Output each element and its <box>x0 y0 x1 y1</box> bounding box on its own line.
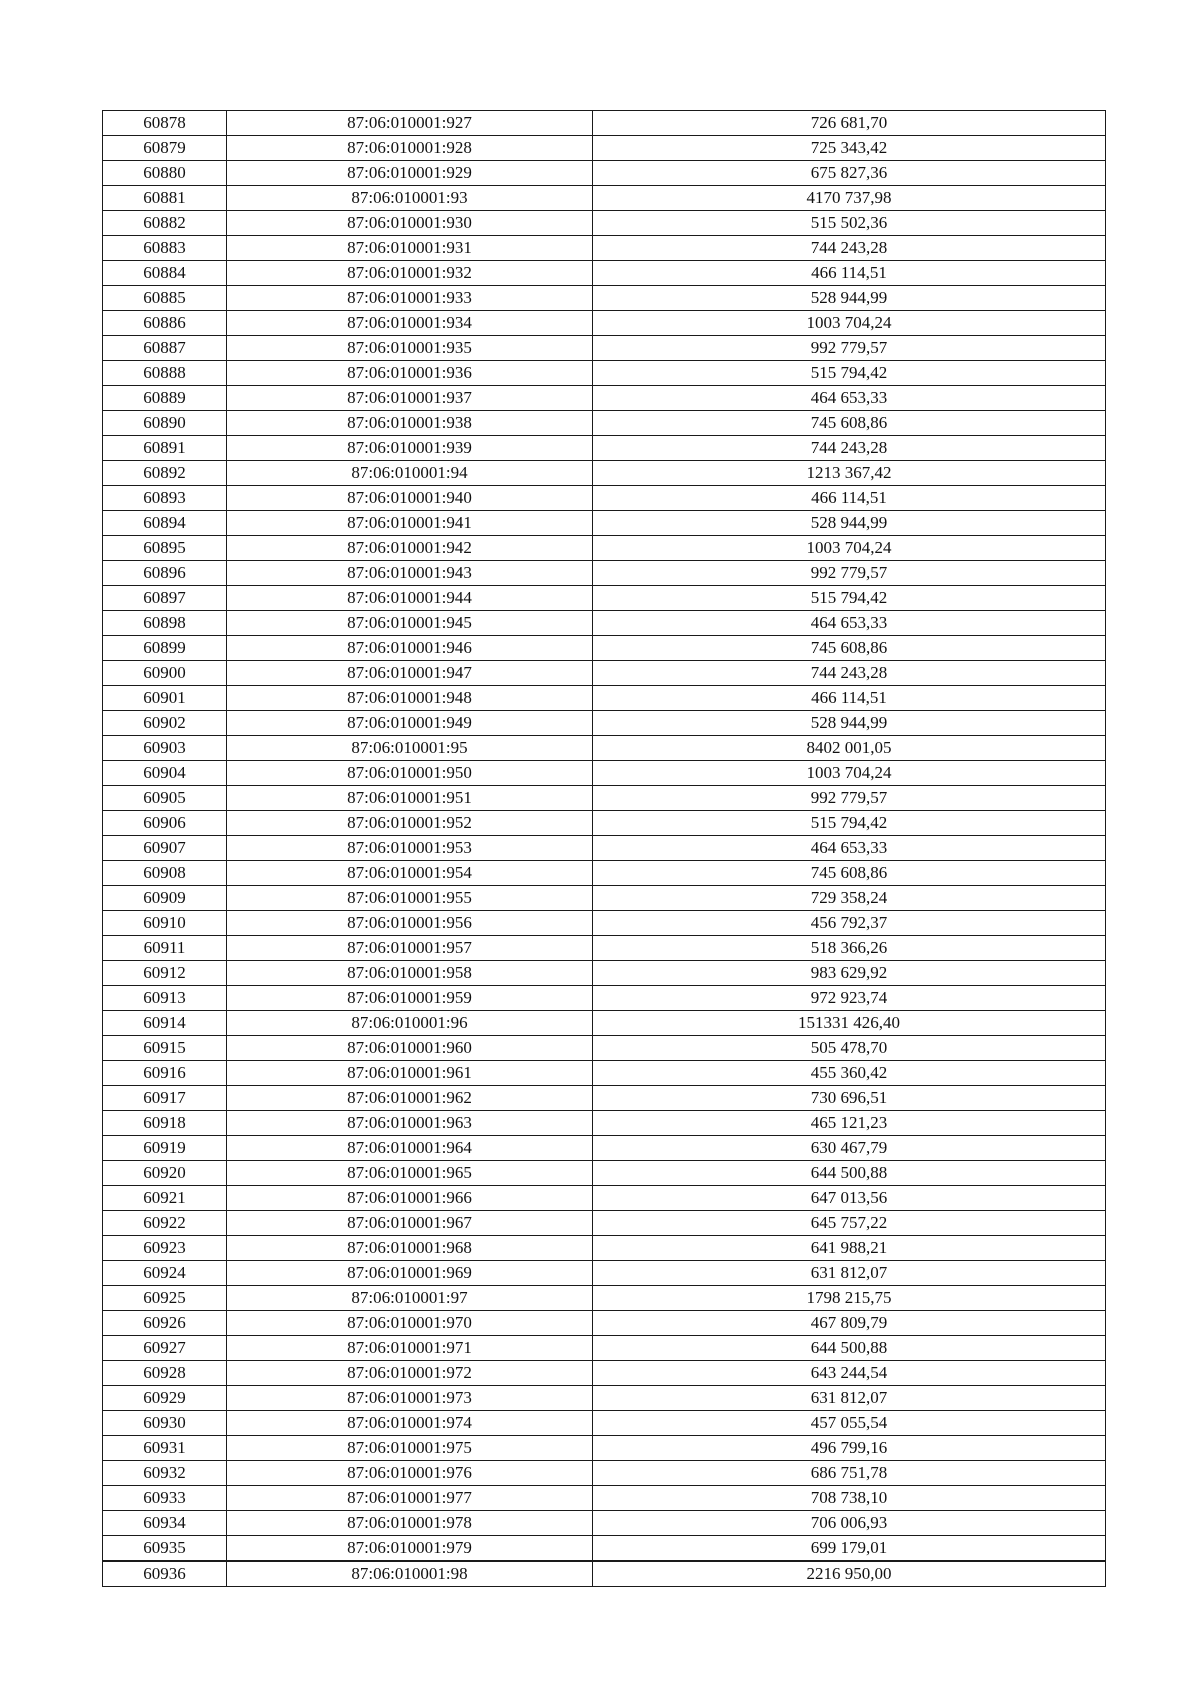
cadastral-number-cell: 87:06:010001:951 <box>227 786 593 811</box>
cadastral-value-cell: 465 121,23 <box>593 1111 1106 1136</box>
cadastral-value-cell: 464 653,33 <box>593 611 1106 636</box>
cadastral-value-cell: 744 243,28 <box>593 661 1106 686</box>
cadastral-number-cell: 87:06:010001:97 <box>227 1286 593 1311</box>
cadastral-number-cell: 87:06:010001:95 <box>227 736 593 761</box>
cadastral-value-cell: 518 366,26 <box>593 936 1106 961</box>
row-number-cell: 60903 <box>103 736 227 761</box>
table-row <box>103 486 1106 511</box>
table-row <box>103 811 1106 836</box>
row-number-cell: 60908 <box>103 861 227 886</box>
row-number-cell: 60935 <box>103 1536 227 1562</box>
row-number-cell: 60910 <box>103 911 227 936</box>
cadastral-number-cell: 87:06:010001:958 <box>227 961 593 986</box>
table-row <box>103 786 1106 811</box>
table-row <box>103 1211 1106 1236</box>
cadastral-number-cell: 87:06:010001:961 <box>227 1061 593 1086</box>
cadastral-number-cell: 87:06:010001:963 <box>227 1111 593 1136</box>
row-number-cell: 60881 <box>103 186 227 211</box>
table-row <box>103 286 1106 311</box>
cadastral-number-cell: 87:06:010001:936 <box>227 361 593 386</box>
row-number-cell: 60924 <box>103 1261 227 1286</box>
cadastral-number-cell: 87:06:010001:96 <box>227 1011 593 1036</box>
cadastral-value-cell: 1003 704,24 <box>593 761 1106 786</box>
table-row <box>103 136 1106 161</box>
row-number-cell: 60929 <box>103 1386 227 1411</box>
row-number-cell: 60880 <box>103 161 227 186</box>
row-number-cell: 60936 <box>103 1561 227 1587</box>
cadastral-value-cell: 496 799,16 <box>593 1436 1106 1461</box>
cadastral-value-cell: 745 608,86 <box>593 411 1106 436</box>
cadastral-value-cell: 686 751,78 <box>593 1461 1106 1486</box>
table-row <box>103 536 1106 561</box>
row-number-cell: 60917 <box>103 1086 227 1111</box>
row-number-cell: 60878 <box>103 111 227 136</box>
row-number-cell: 60898 <box>103 611 227 636</box>
cadastral-value-cell: 983 629,92 <box>593 961 1106 986</box>
row-number-cell: 60889 <box>103 386 227 411</box>
cadastral-value-cell: 151331 426,40 <box>593 1011 1106 1036</box>
row-number-cell: 60909 <box>103 886 227 911</box>
cadastral-value-cell: 515 794,42 <box>593 811 1106 836</box>
row-number-cell: 60919 <box>103 1136 227 1161</box>
table-row <box>103 1061 1106 1086</box>
table-row <box>103 311 1106 336</box>
cadastral-value-cell: 505 478,70 <box>593 1036 1106 1061</box>
cadastral-value-cell: 972 923,74 <box>593 986 1106 1011</box>
table-row <box>103 886 1106 911</box>
table-row <box>103 1361 1106 1386</box>
table-row <box>103 211 1106 236</box>
cadastral-number-cell: 87:06:010001:973 <box>227 1386 593 1411</box>
cadastral-number-cell: 87:06:010001:956 <box>227 911 593 936</box>
cadastral-number-cell: 87:06:010001:944 <box>227 586 593 611</box>
row-number-cell: 60922 <box>103 1211 227 1236</box>
row-number-cell: 60888 <box>103 361 227 386</box>
table-row <box>103 611 1106 636</box>
cadastral-number-cell: 87:06:010001:954 <box>227 861 593 886</box>
row-number-cell: 60901 <box>103 686 227 711</box>
cadastral-value-cell: 515 794,42 <box>593 586 1106 611</box>
table-row <box>103 186 1106 211</box>
table-body <box>103 111 1106 1587</box>
cadastral-number-cell: 87:06:010001:949 <box>227 711 593 736</box>
cadastral-number-cell: 87:06:010001:979 <box>227 1536 593 1562</box>
cadastral-value-cell: 706 006,93 <box>593 1511 1106 1536</box>
cadastral-value-cell: 745 608,86 <box>593 636 1106 661</box>
table-row <box>103 336 1106 361</box>
row-number-cell: 60927 <box>103 1336 227 1361</box>
cadastral-value-cell: 744 243,28 <box>593 236 1106 261</box>
cadastral-value-cell: 992 779,57 <box>593 786 1106 811</box>
cadastral-value-cell: 515 502,36 <box>593 211 1106 236</box>
cadastral-value-cell: 643 244,54 <box>593 1361 1106 1386</box>
table-row <box>103 1261 1106 1286</box>
cadastral-number-cell: 87:06:010001:957 <box>227 936 593 961</box>
cadastral-number-cell: 87:06:010001:927 <box>227 111 593 136</box>
cadastral-number-cell: 87:06:010001:98 <box>227 1561 593 1587</box>
table-row <box>103 236 1106 261</box>
cadastral-value-cell: 457 055,54 <box>593 1411 1106 1436</box>
table-row <box>103 1486 1106 1511</box>
cadastral-number-cell: 87:06:010001:935 <box>227 336 593 361</box>
cadastral-number-cell: 87:06:010001:978 <box>227 1511 593 1536</box>
cadastral-number-cell: 87:06:010001:969 <box>227 1261 593 1286</box>
table-row <box>103 436 1106 461</box>
cadastral-number-cell: 87:06:010001:930 <box>227 211 593 236</box>
cadastral-number-cell: 87:06:010001:966 <box>227 1186 593 1211</box>
cadastral-value-cell: 725 343,42 <box>593 136 1106 161</box>
table-row <box>103 1311 1106 1336</box>
cadastral-number-cell: 87:06:010001:929 <box>227 161 593 186</box>
row-number-cell: 60895 <box>103 536 227 561</box>
cadastral-number-cell: 87:06:010001:970 <box>227 1311 593 1336</box>
cadastral-number-cell: 87:06:010001:945 <box>227 611 593 636</box>
row-number-cell: 60921 <box>103 1186 227 1211</box>
table-row <box>103 1411 1106 1436</box>
table-row <box>103 861 1106 886</box>
cadastral-number-cell: 87:06:010001:948 <box>227 686 593 711</box>
table-row <box>103 111 1106 136</box>
row-number-cell: 60925 <box>103 1286 227 1311</box>
cadastral-number-cell: 87:06:010001:959 <box>227 986 593 1011</box>
table-row <box>103 461 1106 486</box>
row-number-cell: 60892 <box>103 461 227 486</box>
row-number-cell: 60923 <box>103 1236 227 1261</box>
table-row <box>103 1136 1106 1161</box>
cadastral-value-cell: 466 114,51 <box>593 486 1106 511</box>
row-number-cell: 60906 <box>103 811 227 836</box>
cadastral-value-cell: 644 500,88 <box>593 1161 1106 1186</box>
cadastral-value-cell: 464 653,33 <box>593 386 1106 411</box>
table-row <box>103 1236 1106 1261</box>
cadastral-value-cell: 1798 215,75 <box>593 1286 1106 1311</box>
cadastral-number-cell: 87:06:010001:947 <box>227 661 593 686</box>
row-number-cell: 60896 <box>103 561 227 586</box>
cadastral-number-cell: 87:06:010001:933 <box>227 286 593 311</box>
table-row <box>103 361 1106 386</box>
cadastral-value-cell: 726 681,70 <box>593 111 1106 136</box>
row-number-cell: 60907 <box>103 836 227 861</box>
row-number-cell: 60905 <box>103 786 227 811</box>
cadastral-value-cell: 641 988,21 <box>593 1236 1106 1261</box>
row-number-cell: 60930 <box>103 1411 227 1436</box>
row-number-cell: 60926 <box>103 1311 227 1336</box>
cadastral-number-cell: 87:06:010001:932 <box>227 261 593 286</box>
row-number-cell: 60890 <box>103 411 227 436</box>
table-row <box>103 586 1106 611</box>
table-row <box>103 1386 1106 1411</box>
table-row <box>103 1336 1106 1361</box>
cadastral-number-cell: 87:06:010001:968 <box>227 1236 593 1261</box>
row-number-cell: 60884 <box>103 261 227 286</box>
table-row <box>103 511 1106 536</box>
cadastral-value-cell: 1213 367,42 <box>593 461 1106 486</box>
cadastral-number-cell: 87:06:010001:928 <box>227 136 593 161</box>
cadastral-value-cell: 528 944,99 <box>593 511 1106 536</box>
row-number-cell: 60883 <box>103 236 227 261</box>
cadastral-value-cell: 528 944,99 <box>593 711 1106 736</box>
cadastral-number-cell: 87:06:010001:974 <box>227 1411 593 1436</box>
cadastral-number-cell: 87:06:010001:955 <box>227 886 593 911</box>
row-number-cell: 60916 <box>103 1061 227 1086</box>
cadastral-value-cell: 992 779,57 <box>593 336 1106 361</box>
table-row <box>103 1286 1106 1311</box>
row-number-cell: 60882 <box>103 211 227 236</box>
table-row <box>103 411 1106 436</box>
table-row <box>103 986 1106 1011</box>
cadastral-number-cell: 87:06:010001:941 <box>227 511 593 536</box>
table-row <box>103 961 1106 986</box>
row-number-cell: 60899 <box>103 636 227 661</box>
cadastral-value-cell: 708 738,10 <box>593 1486 1106 1511</box>
row-number-cell: 60893 <box>103 486 227 511</box>
cadastral-value-table <box>102 110 1106 1587</box>
row-number-cell: 60913 <box>103 986 227 1011</box>
table-row <box>103 836 1106 861</box>
table-row <box>103 761 1106 786</box>
cadastral-value-cell: 467 809,79 <box>593 1311 1106 1336</box>
cadastral-value-cell: 729 358,24 <box>593 886 1106 911</box>
table-row <box>103 1461 1106 1486</box>
cadastral-number-cell: 87:06:010001:971 <box>227 1336 593 1361</box>
row-number-cell: 60918 <box>103 1111 227 1136</box>
cadastral-number-cell: 87:06:010001:931 <box>227 236 593 261</box>
cadastral-number-cell: 87:06:010001:953 <box>227 836 593 861</box>
cadastral-number-cell: 87:06:010001:937 <box>227 386 593 411</box>
table-row <box>103 1036 1106 1061</box>
cadastral-number-cell: 87:06:010001:967 <box>227 1211 593 1236</box>
cadastral-value-cell: 455 360,42 <box>593 1061 1106 1086</box>
cadastral-value-cell: 992 779,57 <box>593 561 1106 586</box>
row-number-cell: 60934 <box>103 1511 227 1536</box>
row-number-cell: 60928 <box>103 1361 227 1386</box>
table-row <box>103 561 1106 586</box>
row-number-cell: 60915 <box>103 1036 227 1061</box>
cadastral-value-cell: 1003 704,24 <box>593 311 1106 336</box>
table-row <box>103 261 1106 286</box>
row-number-cell: 60879 <box>103 136 227 161</box>
row-number-cell: 60933 <box>103 1486 227 1511</box>
table-row <box>103 911 1106 936</box>
row-number-cell: 60885 <box>103 286 227 311</box>
cadastral-value-cell: 631 812,07 <box>593 1386 1106 1411</box>
table-row <box>103 1186 1106 1211</box>
table-row <box>103 1536 1106 1562</box>
cadastral-number-cell: 87:06:010001:950 <box>227 761 593 786</box>
table-row <box>103 1161 1106 1186</box>
table-row <box>103 1511 1106 1536</box>
cadastral-value-cell: 466 114,51 <box>593 261 1106 286</box>
cadastral-value-cell: 464 653,33 <box>593 836 1106 861</box>
table-row <box>103 686 1106 711</box>
cadastral-value-cell: 4170 737,98 <box>593 186 1106 211</box>
cadastral-number-cell: 87:06:010001:977 <box>227 1486 593 1511</box>
cadastral-value-cell: 644 500,88 <box>593 1336 1106 1361</box>
row-number-cell: 60904 <box>103 761 227 786</box>
row-number-cell: 60931 <box>103 1436 227 1461</box>
table-row <box>103 1011 1106 1036</box>
table-row <box>103 1436 1106 1461</box>
cadastral-number-cell: 87:06:010001:972 <box>227 1361 593 1386</box>
cadastral-number-cell: 87:06:010001:975 <box>227 1436 593 1461</box>
row-number-cell: 60914 <box>103 1011 227 1036</box>
table-row <box>103 636 1106 661</box>
cadastral-value-cell: 744 243,28 <box>593 436 1106 461</box>
table-row <box>103 1111 1106 1136</box>
cadastral-value-cell: 645 757,22 <box>593 1211 1106 1236</box>
cadastral-number-cell: 87:06:010001:964 <box>227 1136 593 1161</box>
cadastral-value-cell: 647 013,56 <box>593 1186 1106 1211</box>
cadastral-value-cell: 630 467,79 <box>593 1136 1106 1161</box>
cadastral-value-cell: 456 792,37 <box>593 911 1106 936</box>
table-row <box>103 936 1106 961</box>
row-number-cell: 60886 <box>103 311 227 336</box>
table-row <box>103 661 1106 686</box>
cadastral-number-cell: 87:06:010001:946 <box>227 636 593 661</box>
row-number-cell: 60902 <box>103 711 227 736</box>
cadastral-value-cell: 8402 001,05 <box>593 736 1106 761</box>
cadastral-value-cell: 675 827,36 <box>593 161 1106 186</box>
row-number-cell: 60897 <box>103 586 227 611</box>
cadastral-number-cell: 87:06:010001:934 <box>227 311 593 336</box>
table-row <box>103 386 1106 411</box>
cadastral-number-cell: 87:06:010001:940 <box>227 486 593 511</box>
cadastral-number-cell: 87:06:010001:942 <box>227 536 593 561</box>
row-number-cell: 60900 <box>103 661 227 686</box>
cadastral-number-cell: 87:06:010001:939 <box>227 436 593 461</box>
cadastral-value-cell: 2216 950,00 <box>593 1561 1106 1587</box>
cadastral-number-cell: 87:06:010001:965 <box>227 1161 593 1186</box>
row-number-cell: 60894 <box>103 511 227 536</box>
cadastral-number-cell: 87:06:010001:952 <box>227 811 593 836</box>
table-row <box>103 161 1106 186</box>
cadastral-number-cell: 87:06:010001:943 <box>227 561 593 586</box>
cadastral-value-cell: 466 114,51 <box>593 686 1106 711</box>
cadastral-number-cell: 87:06:010001:962 <box>227 1086 593 1111</box>
row-number-cell: 60912 <box>103 961 227 986</box>
cadastral-value-cell: 631 812,07 <box>593 1261 1106 1286</box>
cadastral-value-cell: 745 608,86 <box>593 861 1106 886</box>
row-number-cell: 60920 <box>103 1161 227 1186</box>
cadastral-number-cell: 87:06:010001:960 <box>227 1036 593 1061</box>
cadastral-number-cell: 87:06:010001:94 <box>227 461 593 486</box>
table-row <box>103 711 1106 736</box>
row-number-cell: 60887 <box>103 336 227 361</box>
cadastral-value-cell: 528 944,99 <box>593 286 1106 311</box>
cadastral-value-cell: 1003 704,24 <box>593 536 1106 561</box>
cadastral-number-cell: 87:06:010001:938 <box>227 411 593 436</box>
row-number-cell: 60911 <box>103 936 227 961</box>
row-number-cell: 60932 <box>103 1461 227 1486</box>
cadastral-value-cell: 699 179,01 <box>593 1536 1106 1562</box>
cadastral-value-cell: 515 794,42 <box>593 361 1106 386</box>
table-row <box>103 1561 1106 1587</box>
table-row <box>103 1086 1106 1111</box>
cadastral-number-cell: 87:06:010001:93 <box>227 186 593 211</box>
cadastral-number-cell: 87:06:010001:976 <box>227 1461 593 1486</box>
cadastral-value-cell: 730 696,51 <box>593 1086 1106 1111</box>
table-row <box>103 736 1106 761</box>
row-number-cell: 60891 <box>103 436 227 461</box>
